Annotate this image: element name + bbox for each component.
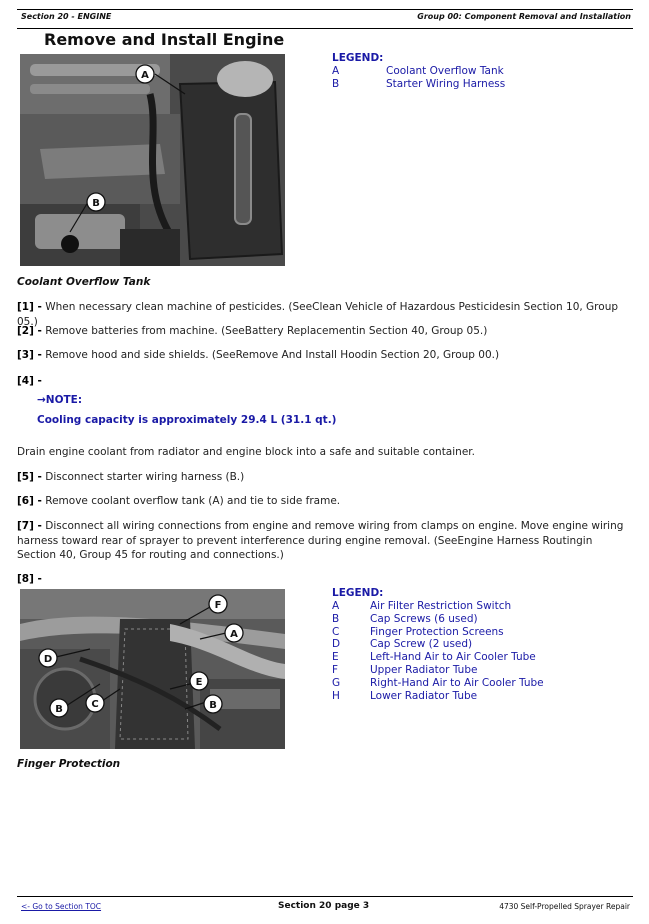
step-number: [6] - xyxy=(17,495,42,507)
legend-label: Coolant Overflow Tank xyxy=(386,65,504,77)
step-6 xyxy=(17,494,632,509)
legend-letter: B xyxy=(332,77,340,90)
step-8 xyxy=(17,572,632,587)
step-number: [2] - xyxy=(17,325,42,337)
footer-divider xyxy=(17,896,633,897)
step-2 xyxy=(17,324,632,339)
legend-finger xyxy=(332,587,544,702)
legend-item xyxy=(332,613,544,626)
step-number: [3] - xyxy=(17,349,42,361)
step-5 xyxy=(17,470,632,485)
legend-letter: E xyxy=(332,651,339,664)
step-text: When necessary clean machine of pesticides. (SeeClean Vehicle of Hazardous Pesticidesin Section 10, Group 05.) xyxy=(17,301,619,328)
legend-item xyxy=(332,626,544,639)
legend-item xyxy=(332,651,544,664)
callout-b-2: B xyxy=(209,700,217,711)
page-number: Section 20 page 3 xyxy=(278,901,370,911)
callout-e: E xyxy=(195,677,203,688)
legend-item xyxy=(332,664,544,677)
legend-letter: D xyxy=(332,638,341,651)
note-title: →NOTE: xyxy=(37,394,83,406)
legend-title: LEGEND: xyxy=(332,587,384,599)
callout-a: A xyxy=(230,629,238,640)
legend-label: Cap Screw (2 used) xyxy=(370,638,473,651)
document-title: 4730 Self-Propelled Sprayer Repair xyxy=(499,902,630,911)
legend-item xyxy=(332,690,544,703)
finger-protection-photo xyxy=(20,589,285,749)
legend-item xyxy=(332,78,505,91)
legend-letter: F xyxy=(332,663,339,676)
step-text: Disconnect all wiring connections from engine and remove wiring from clamps on engine. Move engine wiring harness toward rear of sprayer to prevent interference during engine removal. (SeeEngine Harness Routingin Section 40, Group 45 for routing and connections.) xyxy=(17,520,624,561)
legend-coolant xyxy=(332,52,505,91)
legend-label: Lower Radiator Tube xyxy=(370,689,478,702)
step-text: Remove batteries from machine. (SeeBattery Replacementin Section 40, Group 05.) xyxy=(41,325,488,337)
legend-letter: A xyxy=(332,600,340,612)
step-number: [1] - xyxy=(17,301,42,313)
legend-letter: G xyxy=(332,676,341,689)
step-number: [7] - xyxy=(17,520,42,532)
legend-letter: A xyxy=(332,65,340,77)
legend-item xyxy=(332,677,544,690)
step-3 xyxy=(17,348,632,363)
legend-letter: C xyxy=(332,625,340,638)
callout-b: B xyxy=(55,704,63,715)
callout-d: D xyxy=(43,654,53,665)
go-to-section-toc-link[interactable]: <- Go to Section TOC xyxy=(21,902,102,911)
legend-letter: B xyxy=(332,612,340,625)
page-title: Remove and Install Engine xyxy=(44,30,285,49)
step-number: [8] - xyxy=(17,573,42,585)
legend-item xyxy=(332,638,544,651)
step-7 xyxy=(17,519,632,563)
group-label: Group 00: Component Removal and Installation xyxy=(417,12,631,21)
step-text: Remove hood and side shields. (SeeRemove And Install Hoodin Section 20, Group 00.) xyxy=(41,349,500,361)
step-4 xyxy=(17,374,632,389)
callout-f: F xyxy=(214,600,222,611)
legend-label: Left-Hand Air to Air Cooler Tube xyxy=(370,651,536,664)
page-header xyxy=(17,9,633,29)
step-text: Remove coolant overflow tank (A) and tie to side frame. xyxy=(41,495,341,507)
legend-label: Upper Radiator Tube xyxy=(370,663,478,676)
note-body: Cooling capacity is approximately 29.4 L (31.1 qt.) xyxy=(37,414,337,426)
legend-letter: H xyxy=(332,689,340,702)
legend-label: Right-Hand Air to Air Cooler Tube xyxy=(370,676,544,689)
figure-caption: Coolant Overflow Tank xyxy=(17,276,151,288)
figure-caption-2: Finger Protection xyxy=(17,758,121,770)
section-label: Section 20 - ENGINE xyxy=(21,12,112,21)
step-text: Disconnect starter wiring harness (B.) xyxy=(41,471,245,483)
legend-label: Cap Screws (6 used) xyxy=(370,612,478,625)
step-number: [4] - xyxy=(17,375,42,387)
callout-c: C xyxy=(91,699,99,710)
drain-text: Drain engine coolant from radiator and engine block into a safe and suitable container. xyxy=(17,446,475,458)
callout-a: A xyxy=(141,70,149,81)
legend-label: Finger Protection Screens xyxy=(370,625,504,638)
callout-b: B xyxy=(92,198,100,209)
legend-item xyxy=(332,65,505,78)
coolant-tank-photo xyxy=(20,54,285,266)
legend-label: Starter Wiring Harness xyxy=(386,77,506,90)
legend-title: LEGEND: xyxy=(332,52,384,64)
legend-item xyxy=(332,600,544,613)
step-number: [5] - xyxy=(17,471,42,483)
legend-label: Air Filter Restriction Switch xyxy=(370,600,512,612)
